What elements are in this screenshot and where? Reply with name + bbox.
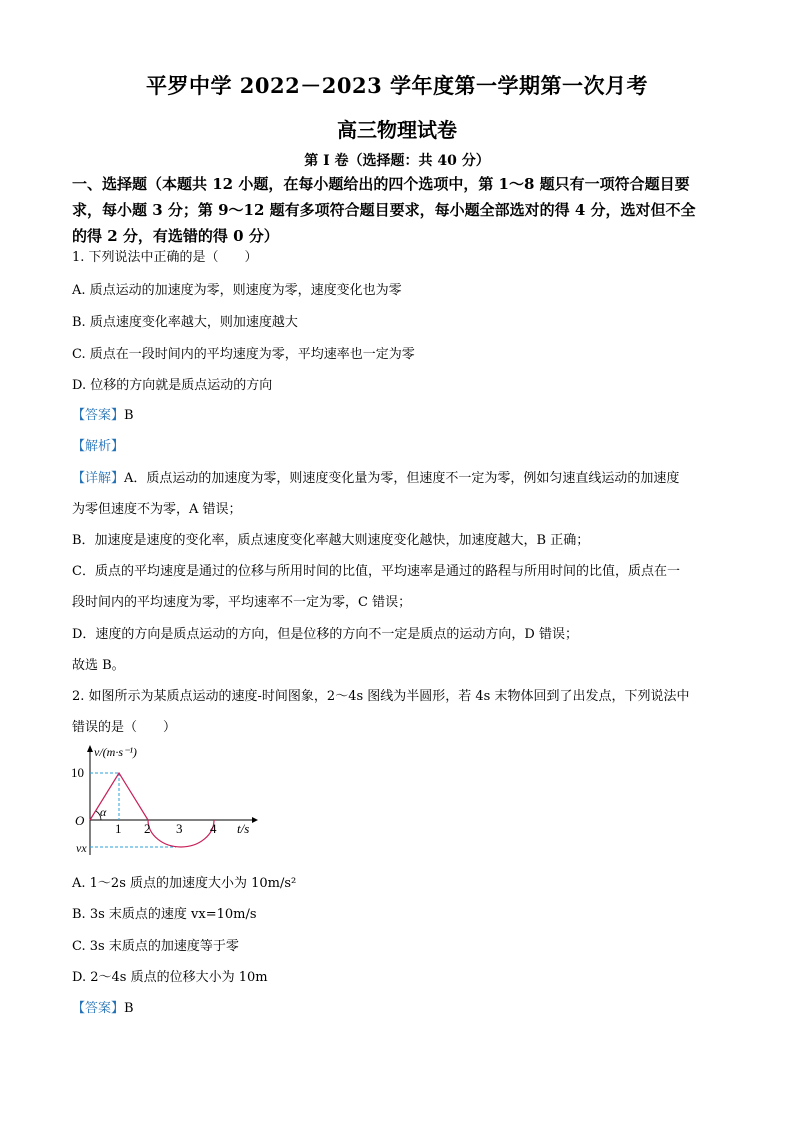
q2-option-a: A. 1～2s 质点的加速度大小为 10m/s² xyxy=(72,876,297,891)
section-heading-line: 的得 2 分，有选错的得 0 分） xyxy=(72,227,279,245)
q2-option-b: B. 3s 末质点的速度 vx=10m/s xyxy=(72,907,257,922)
q1-detail-line: B．加速度是速度的变化率，质点速度变化率越大则速度变化越快，加速度越大，B 正确； xyxy=(72,533,590,548)
y-tick-label: 10 xyxy=(71,765,84,780)
velocity-time-graph xyxy=(70,740,270,860)
q1-detail-line: D．速度的方向是质点运动的方向，但是位移的方向不一定是质点的运动方向，D 错误； xyxy=(72,627,578,642)
x-tick-label: 4 xyxy=(210,821,217,836)
analysis-tag: 【解析】 xyxy=(72,439,125,454)
q1-option-d: D. 位移的方向就是质点运动的方向 xyxy=(72,378,273,393)
section-heading-line: 求，每小题 3 分；第 9～12 题有多项符合题目要求，每小题全部选对的得 4 分，选对但不全 xyxy=(72,201,696,219)
q1-detail-line: C．质点的平均速度是通过的位移与所用时间的比值，平均速率是通过的路程与所用时间的比值，质点在一 xyxy=(72,564,680,579)
t-axis-arrow xyxy=(252,817,258,823)
q1-analysis-tag xyxy=(72,438,732,456)
q2-answer xyxy=(72,1000,732,1018)
q2-option-d: D. 2～4s 质点的位移大小为 10m xyxy=(72,970,268,985)
q1-option-c: C. 质点在一段时间内的平均速度为零，平均速率也一定为零 xyxy=(72,347,415,362)
part-heading: 第 I 卷（选择题：共 40 分） xyxy=(304,153,490,169)
origin-label: O xyxy=(75,813,85,828)
q1-detail-line: 为零但速度不为零，A 错误； xyxy=(72,502,242,517)
exam-title: 平罗中学 2022－2023 学年度第一学期第一次月考 xyxy=(145,73,648,98)
q2-option-c: C. 3s 末质点的加速度等于零 xyxy=(72,939,239,954)
detail-text: A．质点运动的加速度为零，则速度变化量为零，但速度不一定为零，例如匀速直线运动的加速度 xyxy=(124,471,680,486)
angle-label: α xyxy=(100,805,107,819)
q2-stem: 2. 如图所示为某质点运动的速度-时间图象，2～4s 图线为半圆形，若 4s 末物体回到了出发点，下列说法中 xyxy=(72,689,690,704)
section-heading xyxy=(72,171,732,249)
t-axis-label: t/s xyxy=(237,821,250,836)
detail-tag: 【详解】 xyxy=(72,471,125,486)
q1-answer xyxy=(72,407,732,425)
x-tick-label: 2 xyxy=(144,821,151,836)
q1-stem: 1. 下列说法中正确的是（ ） xyxy=(72,250,258,265)
q1-detail-line xyxy=(72,470,732,488)
x-tick-label: 1 xyxy=(115,821,122,836)
answer-tag: 【答案】 xyxy=(72,408,125,423)
answer-tag: 【答案】 xyxy=(72,1001,125,1016)
v-axis-arrow xyxy=(87,745,93,752)
vx-label: vx xyxy=(76,841,87,855)
exam-subtitle: 高三物理试卷 xyxy=(337,118,457,142)
answer-value: B xyxy=(124,408,134,423)
q1-option-b: B. 质点速度变化率越大，则加速度越大 xyxy=(72,315,298,330)
q1-detail-line: 段时间内的平均速度为零，平均速率不一定为零，C 错误； xyxy=(72,595,412,610)
q2-stem: 错误的是（ ） xyxy=(72,720,177,735)
answer-value: B xyxy=(124,1001,134,1016)
x-tick-label: 3 xyxy=(176,821,183,836)
q1-option-a: A. 质点运动的加速度为零，则速度为零，速度变化也为零 xyxy=(72,283,402,298)
section-heading-line: 一、选择题（本题共 12 小题，在每小题给出的四个选项中，第 1～8 题只有一项符合题目要 xyxy=(72,175,690,193)
q1-conclusion: 故选 B。 xyxy=(72,658,125,673)
v-axis-label: v/(m·s⁻¹) xyxy=(94,745,137,759)
